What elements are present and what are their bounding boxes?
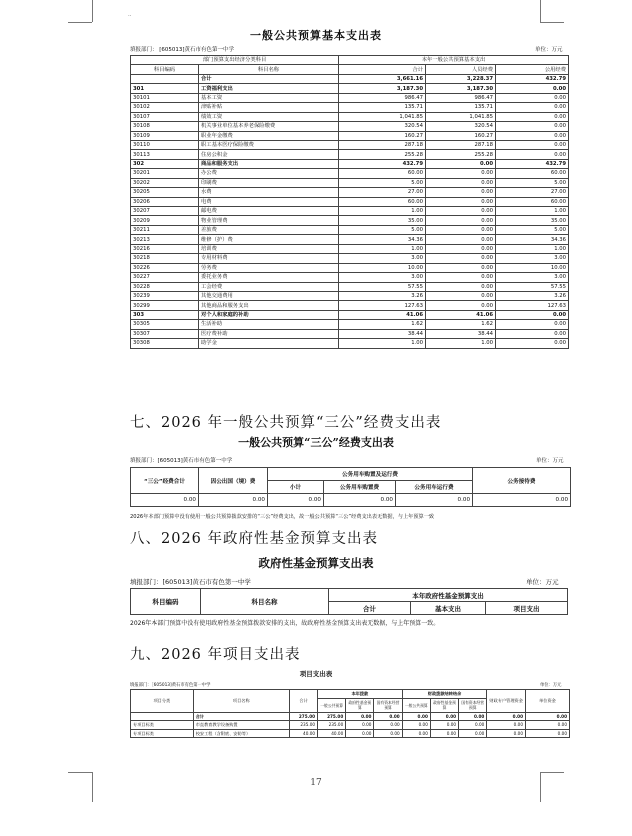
- cell-personnel: 0.00: [426, 282, 496, 291]
- cell-name: 住房公积金: [199, 150, 339, 159]
- section8-unit-label: 填报部门：[605013]黄石市有色第一中学: [130, 578, 251, 586]
- cell-value: 0.00: [402, 712, 430, 721]
- cell-total: 1,041.85: [339, 112, 426, 121]
- basic-col-total: 合计: [339, 65, 426, 74]
- gov-fund-table: [130, 588, 568, 615]
- cell-total: 986.47: [339, 93, 426, 102]
- cell-value: 0.00: [526, 712, 570, 721]
- cell-name: 市直教育教学设备购置: [193, 721, 289, 730]
- table-row: [131, 131, 569, 140]
- cell-code: 30107: [131, 112, 199, 121]
- cell-name: 印刷费: [199, 178, 339, 187]
- table-row: [131, 74, 569, 83]
- table-row: [131, 84, 569, 93]
- sec7-value: 0.00: [473, 494, 571, 507]
- basic-col-public: 公用经费: [496, 65, 569, 74]
- section7-heading: 七、2026 年一般公共预算“三公”经费支出表: [130, 415, 442, 431]
- sec9-h-sub: 政府性基金预算: [346, 698, 374, 712]
- cell-public: 3.00: [496, 273, 569, 282]
- cell-total: 3,661.16: [339, 74, 426, 83]
- cell-name: 物业管理费: [199, 216, 339, 225]
- cell-name: 邮电费: [199, 207, 339, 216]
- cell-total: 1.00: [339, 339, 426, 348]
- table-row: [131, 150, 569, 159]
- basic-expenditure-table: [130, 55, 569, 349]
- sec9-h-sub: 一般公共预算: [318, 698, 346, 712]
- cell-value: 235.00: [289, 721, 317, 730]
- project-table-body: [131, 712, 570, 738]
- cell-name: 专用材料费: [199, 254, 339, 263]
- sec9-h-sub: 国有资本经营预算: [374, 698, 402, 712]
- cell-public: 0.00: [496, 140, 569, 149]
- cell-name: 办公费: [199, 169, 339, 178]
- section7-unit-right: 单位：万元: [536, 458, 564, 464]
- cell-total: 1.62: [339, 320, 426, 329]
- table-row: [131, 159, 569, 168]
- cell-value: 0.00: [526, 729, 570, 738]
- cell-total: 3.00: [339, 254, 426, 263]
- cell-total: 255.28: [339, 150, 426, 159]
- cell-value: 275.00: [289, 712, 317, 721]
- cell-public: 0.00: [496, 93, 569, 102]
- cell-public: 0.00: [496, 84, 569, 93]
- cell-value: 0.00: [430, 721, 458, 730]
- sec9-h-sub: 政府性基金预算: [430, 698, 458, 712]
- cell-public: 5.00: [496, 225, 569, 234]
- cell-personnel: 0.00: [426, 159, 496, 168]
- cell-public: 127.63: [496, 301, 569, 310]
- sec9-h-special: 财政专户管理资金: [487, 690, 526, 713]
- cell-personnel: 0.00: [426, 216, 496, 225]
- cell-name: 助学金: [199, 339, 339, 348]
- cell-total: 1.00: [339, 207, 426, 216]
- cell-personnel: 1,041.85: [426, 112, 496, 121]
- basic-table-body: [131, 74, 569, 348]
- table-row: [131, 263, 569, 272]
- sec7-h-subtotal: 小计: [268, 481, 324, 494]
- cell-total: 287.18: [339, 140, 426, 149]
- cell-personnel: 0.00: [426, 301, 496, 310]
- cell-personnel: 3,228.37: [426, 74, 496, 83]
- cell-value: 40.00: [318, 729, 346, 738]
- cell-value: 0.00: [487, 721, 526, 730]
- project-expenditure-table: [130, 689, 570, 738]
- cell-personnel: 135.71: [426, 103, 496, 112]
- sec9-h-group2: 财政拨款结转结余: [402, 690, 487, 699]
- cell-personnel: 1.62: [426, 320, 496, 329]
- cell-category: 专项目标类: [131, 729, 194, 738]
- cell-value: 0.00: [346, 729, 374, 738]
- cell-code: 30218: [131, 254, 199, 263]
- cell-code: 30209: [131, 216, 199, 225]
- cell-name: 津贴补贴: [199, 103, 339, 112]
- cell-public: 3.00: [496, 254, 569, 263]
- cell-value: 0.00: [402, 729, 430, 738]
- cell-code: 30202: [131, 178, 199, 187]
- sec8-h-name: 科目名称: [201, 589, 329, 615]
- cell-public: 0.00: [496, 339, 569, 348]
- table-row: [131, 712, 570, 721]
- cell-personnel: 0.00: [426, 273, 496, 282]
- cell-code: 30216: [131, 244, 199, 253]
- crop-mark: [540, 22, 564, 23]
- table-row: [131, 310, 569, 319]
- cell-code: 30227: [131, 273, 199, 282]
- cell-code: 30110: [131, 140, 199, 149]
- sec7-value: 0.00: [396, 494, 473, 507]
- cell-name: 合计: [193, 712, 289, 721]
- cell-personnel: 0.00: [426, 197, 496, 206]
- table-row: [131, 216, 569, 225]
- cell-value: 0.00: [487, 729, 526, 738]
- three-public-table: [130, 467, 571, 507]
- cell-code: 30307: [131, 329, 199, 338]
- cell-code: 30101: [131, 93, 199, 102]
- table-row: [131, 282, 569, 291]
- cell-name: 商品和服务支出: [199, 159, 339, 168]
- cell-total: 432.79: [339, 159, 426, 168]
- cell-value: 0.00: [459, 712, 487, 721]
- basic-col-personnel: 人员经费: [426, 65, 496, 74]
- cell-personnel: 160.27: [426, 131, 496, 140]
- section9-unit-label: 填报部门：［605013]黄石市有色第一中学: [130, 683, 211, 688]
- cell-public: 27.00: [496, 188, 569, 197]
- header-mark: ..: [128, 12, 132, 18]
- sec8-h-code: 科目编码: [131, 589, 201, 615]
- cell-total: 1.00: [339, 244, 426, 253]
- table-row: [131, 169, 569, 178]
- cell-value: 235.00: [318, 721, 346, 730]
- sec7-h-total: “三公”经费合计: [131, 468, 199, 494]
- cell-value: 0.00: [459, 721, 487, 730]
- sec8-h-basic: 基本支出: [411, 602, 486, 615]
- table-row: [131, 721, 570, 730]
- table-row: [131, 207, 569, 216]
- section8-note: 2026年本部门预算中没有使用政府性基金预算拨款安排的支出，故政府性基金预算支出表无数据，与上年预算一致。: [130, 620, 440, 627]
- cell-personnel: 38.44: [426, 329, 496, 338]
- cell-public: 57.55: [496, 282, 569, 291]
- cell-public: 35.00: [496, 216, 569, 225]
- cell-name: 校安工程（含附底、安防等）: [193, 729, 289, 738]
- cell-total: 5.00: [339, 178, 426, 187]
- cell-value: 0.00: [346, 712, 374, 721]
- cell-code: 30201: [131, 169, 199, 178]
- cell-total: 320.54: [339, 122, 426, 131]
- cell-public: 432.79: [496, 159, 569, 168]
- sec7-value: 0.00: [324, 494, 396, 507]
- cell-name: 机关事业单位基本养老保险缴费: [199, 122, 339, 131]
- cell-total: 41.06: [339, 310, 426, 319]
- cell-name: 差旅费: [199, 225, 339, 234]
- table-row: [131, 320, 569, 329]
- cell-value: 0.00: [487, 712, 526, 721]
- sec7-h-reception: 公务接待费: [473, 468, 571, 494]
- crop-mark: [540, 0, 541, 22]
- sec9-h-sub: 国有资本经营预算: [459, 698, 487, 712]
- cell-public: 432.79: [496, 74, 569, 83]
- cell-public: 60.00: [496, 169, 569, 178]
- cell-name: 培训费: [199, 244, 339, 253]
- sec9-h-category: 项目分类: [131, 690, 194, 713]
- sec9-h-total: 合计: [289, 690, 317, 713]
- sec9-h-name: 项目名称: [193, 690, 289, 713]
- table-row: [131, 188, 569, 197]
- cell-personnel: 0.00: [426, 235, 496, 244]
- crop-mark: [540, 772, 564, 773]
- basic-title: 一般公共预算基本支出表: [250, 29, 382, 42]
- table-row: [131, 329, 569, 338]
- sec7-value: 0.00: [199, 494, 268, 507]
- cell-public: 10.00: [496, 263, 569, 272]
- cell-name: 水费: [199, 188, 339, 197]
- cell-total: 35.00: [339, 216, 426, 225]
- sec9-h-group1: 本年拨款: [318, 690, 403, 699]
- cell-total: 127.63: [339, 301, 426, 310]
- cell-code: 301: [131, 84, 199, 93]
- table-row: [131, 225, 569, 234]
- cell-code: 30206: [131, 197, 199, 206]
- cell-value: 0.00: [374, 712, 402, 721]
- basic-group-left: 部门预算支出经济分类科目: [131, 56, 339, 65]
- cell-category: [131, 712, 194, 721]
- basic-unit-right: 单位：万元: [535, 47, 563, 53]
- sec9-h-unit-funds: 单位资金: [526, 690, 570, 713]
- section7-note: 2026年本部门预算中没有使用一般公共预算拨款安排的“三公”经费支出，故一般公共预算“三公”经费支出表无数据，与上年预算一致: [130, 514, 435, 520]
- cell-name: 维修（护）费: [199, 235, 339, 244]
- cell-name: 基本工资: [199, 93, 339, 102]
- cell-personnel: 0.00: [426, 263, 496, 272]
- cell-public: 0.00: [496, 320, 569, 329]
- sec7-h-running: 公务用车运行费: [396, 481, 473, 494]
- basic-unit-label: 填报部门： [605013]黄石市有色第一中学: [130, 47, 235, 53]
- cell-public: 1.00: [496, 244, 569, 253]
- cell-code: 30211: [131, 225, 199, 234]
- cell-value: 0.00: [402, 721, 430, 730]
- cell-name: 委托业务费: [199, 273, 339, 282]
- section7-title: 一般公共预算“三公”经费支出表: [238, 436, 394, 449]
- table-row: [131, 729, 570, 738]
- cell-code: 30308: [131, 339, 199, 348]
- sec9-h-sub: 一般公共预算: [402, 698, 430, 712]
- cell-name: 医疗费补助: [199, 329, 339, 338]
- cell-personnel: 0.00: [426, 254, 496, 263]
- section8-heading: 八、2026 年政府性基金预算支出表: [130, 531, 379, 547]
- cell-total: 160.27: [339, 131, 426, 140]
- cell-personnel: 287.18: [426, 140, 496, 149]
- page-number: 17: [310, 778, 322, 788]
- table-row: [131, 301, 569, 310]
- cell-total: 57.55: [339, 282, 426, 291]
- cell-name: 电费: [199, 197, 339, 206]
- section8-title: 政府性基金预算支出表: [258, 556, 374, 570]
- cell-code: 30228: [131, 282, 199, 291]
- crop-mark: [68, 22, 92, 23]
- section9-title: 项目支出表: [299, 670, 333, 678]
- cell-public: 0.00: [496, 329, 569, 338]
- cell-public: 60.00: [496, 197, 569, 206]
- table-row: [131, 122, 569, 131]
- section8-unit-right: 单位：万元: [526, 578, 559, 586]
- cell-total: 60.00: [339, 169, 426, 178]
- section7-unit-label: 填报部门：[605013]黄石市有色第一中学: [130, 458, 233, 464]
- cell-total: 34.36: [339, 235, 426, 244]
- cell-total: 5.00: [339, 225, 426, 234]
- cell-personnel: 3,187.30: [426, 84, 496, 93]
- cell-name: 对个人和家庭的补助: [199, 310, 339, 319]
- table-row: [131, 103, 569, 112]
- cell-name: 劳务费: [199, 263, 339, 272]
- cell-total: 38.44: [339, 329, 426, 338]
- section9-heading: 九、2026 年项目支出表: [130, 647, 301, 663]
- cell-category: 专项目标类: [131, 721, 194, 730]
- cell-name: 职工基本医疗保险缴费: [199, 140, 339, 149]
- cell-value: 0.00: [459, 729, 487, 738]
- cell-code: 30226: [131, 263, 199, 272]
- cell-total: 3.00: [339, 273, 426, 282]
- table-row: [131, 178, 569, 187]
- cell-personnel: 0.00: [426, 291, 496, 300]
- cell-value: 0.00: [430, 712, 458, 721]
- cell-total: 10.00: [339, 263, 426, 272]
- cell-total: 135.71: [339, 103, 426, 112]
- section9-unit-right: 单位：万元: [540, 683, 562, 688]
- cell-value: 0.00: [430, 729, 458, 738]
- cell-name: 其他交通费用: [199, 291, 339, 300]
- cell-code: 303: [131, 310, 199, 319]
- cell-name: 职业年金缴费: [199, 131, 339, 140]
- cell-value: 0.00: [346, 721, 374, 730]
- cell-value: 0.00: [526, 721, 570, 730]
- cell-total: 60.00: [339, 197, 426, 206]
- table-row: [131, 244, 569, 253]
- table-row: [131, 291, 569, 300]
- cell-code: 30109: [131, 131, 199, 140]
- cell-public: 34.36: [496, 235, 569, 244]
- basic-col-name: 科目名称: [199, 65, 339, 74]
- cell-total: 3,187.30: [339, 84, 426, 93]
- cell-personnel: 0.00: [426, 188, 496, 197]
- table-row: [131, 93, 569, 102]
- cell-total: 27.00: [339, 188, 426, 197]
- cell-personnel: 986.47: [426, 93, 496, 102]
- sec7-value: 0.00: [131, 494, 199, 507]
- cell-personnel: 41.06: [426, 310, 496, 319]
- cell-personnel: 1.00: [426, 339, 496, 348]
- cell-name: 其他商品和服务支出: [199, 301, 339, 310]
- sec8-h-total: 合计: [329, 602, 411, 615]
- cell-code: [131, 74, 199, 83]
- cell-public: 0.00: [496, 131, 569, 140]
- cell-name: 生活补助: [199, 320, 339, 329]
- cell-personnel: 0.00: [426, 169, 496, 178]
- cell-code: 30113: [131, 150, 199, 159]
- crop-mark: [92, 0, 93, 22]
- table-row: [131, 235, 569, 244]
- cell-public: 0.00: [496, 103, 569, 112]
- cell-public: 0.00: [496, 112, 569, 121]
- cell-public: 5.00: [496, 178, 569, 187]
- cell-code: 30108: [131, 122, 199, 131]
- basic-group-right: 本年一般公共预算基本支出: [339, 56, 569, 65]
- table-row: [131, 140, 569, 149]
- cell-public: 0.00: [496, 122, 569, 131]
- cell-value: 0.00: [374, 729, 402, 738]
- sec7-h-vehicle: 公务用车购置及运行费: [268, 468, 473, 481]
- cell-public: 0.00: [496, 150, 569, 159]
- cell-public: 3.26: [496, 291, 569, 300]
- cell-code: 30213: [131, 235, 199, 244]
- cell-code: 30102: [131, 103, 199, 112]
- cell-public: 1.00: [496, 207, 569, 216]
- table-row: [131, 273, 569, 282]
- cell-personnel: 0.00: [426, 178, 496, 187]
- cell-code: 30239: [131, 291, 199, 300]
- sec8-h-group: 本年政府性基金预算支出: [329, 589, 568, 602]
- cell-personnel: 320.54: [426, 122, 496, 131]
- cell-name: 工资福利支出: [199, 84, 339, 93]
- table-row: [131, 254, 569, 263]
- table-row: [131, 197, 569, 206]
- sec7-h-abroad: 因公出国（境）费: [199, 468, 268, 494]
- cell-code: 30299: [131, 301, 199, 310]
- sec8-h-project: 项目支出: [486, 602, 568, 615]
- cell-name: 工会经费: [199, 282, 339, 291]
- table-row: [131, 339, 569, 348]
- cell-value: 275.00: [318, 712, 346, 721]
- cell-personnel: 255.28: [426, 150, 496, 159]
- cell-personnel: 0.00: [426, 244, 496, 253]
- cell-code: 30207: [131, 207, 199, 216]
- cell-public: 0.00: [496, 310, 569, 319]
- crop-mark: [68, 772, 92, 773]
- sec7-value: 0.00: [268, 494, 324, 507]
- cell-total: 3.26: [339, 291, 426, 300]
- sec7-h-purchase: 公务用车购置费: [324, 481, 396, 494]
- cell-code: 302: [131, 159, 199, 168]
- cell-code: 30205: [131, 188, 199, 197]
- table-row: [131, 112, 569, 121]
- cell-value: 0.00: [374, 721, 402, 730]
- cell-personnel: 0.00: [426, 207, 496, 216]
- cell-code: 30305: [131, 320, 199, 329]
- basic-col-code: 科目编码: [131, 65, 199, 74]
- cell-value: 40.00: [289, 729, 317, 738]
- cell-name: 绩效工资: [199, 112, 339, 121]
- cell-name: 合计: [199, 74, 339, 83]
- cell-personnel: 0.00: [426, 225, 496, 234]
